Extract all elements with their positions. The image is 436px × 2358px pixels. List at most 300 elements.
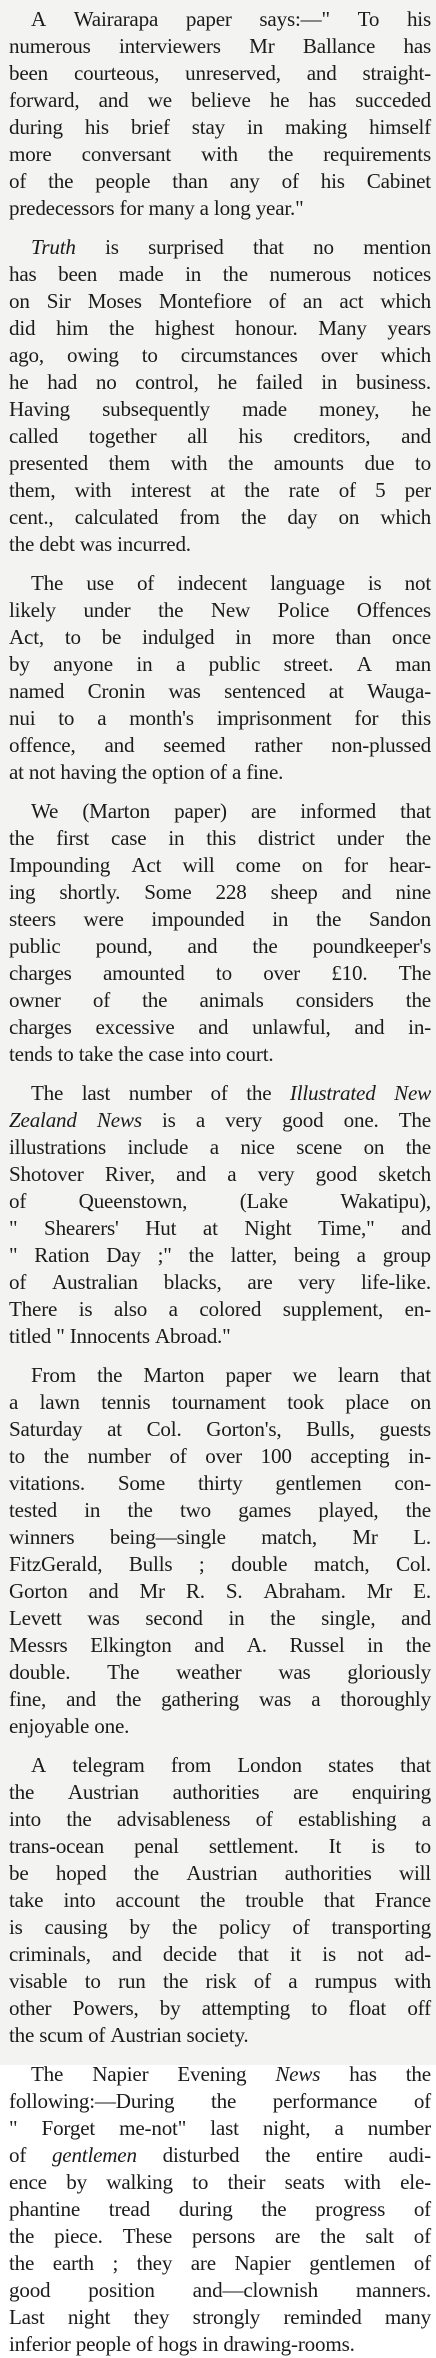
word: nui: [9, 706, 36, 730]
word: ing: [9, 880, 36, 904]
word: gentlemen: [51, 2143, 137, 2167]
word: seemed: [163, 733, 226, 757]
text-line: [9, 1188, 431, 1215]
word: amounts: [273, 451, 344, 475]
word: tournament: [171, 1390, 266, 1414]
word: took: [287, 1390, 324, 1414]
word: strongly: [192, 2305, 261, 2329]
word: of: [253, 1969, 271, 1993]
word: unreserved,: [185, 61, 281, 85]
word: Montefiore: [158, 289, 252, 313]
word: that: [400, 1363, 431, 1387]
word: fine,: [9, 1687, 47, 1711]
text-line: [9, 195, 431, 222]
word: trouble: [245, 1888, 304, 1912]
word: Offences: [356, 598, 431, 622]
word: phantine: [9, 2197, 81, 2221]
word: has: [9, 262, 37, 286]
word: hear-: [389, 853, 431, 877]
word: ad-: [404, 1942, 431, 1966]
word: the: [9, 2251, 35, 2275]
word: performance: [272, 2089, 378, 2113]
word: together: [88, 424, 157, 448]
word: come: [235, 853, 281, 877]
word: two: [179, 1498, 211, 1522]
word: place: [345, 1390, 389, 1414]
word: at: [202, 1216, 218, 1240]
word: himself: [369, 115, 431, 139]
word: trans-ocean: [9, 1834, 105, 1858]
paragraph: [9, 2061, 431, 2358]
word: on: [338, 505, 360, 529]
word: The: [398, 1108, 431, 1132]
paragraph: [9, 1362, 431, 1740]
text-line: [9, 1752, 431, 1779]
word: rather: [254, 733, 303, 757]
text-line: [9, 1605, 431, 1632]
text-line: [9, 1269, 431, 1296]
word: straight-: [362, 61, 431, 85]
word: a: [227, 1162, 237, 1186]
word: nice: [240, 1135, 275, 1159]
word: audi-: [388, 2143, 431, 2167]
word: and: [198, 1015, 229, 1039]
word: at: [328, 679, 344, 703]
word: Wauga-: [367, 679, 431, 703]
word: Queenstown,: [78, 1189, 188, 1213]
word: than: [172, 169, 208, 193]
word: FitzGerald,: [9, 1552, 103, 1576]
word: of: [9, 1189, 27, 1213]
word: the: [222, 262, 248, 286]
word: and: [194, 1633, 225, 1657]
word: Saturday: [9, 1417, 83, 1441]
word: Time,": [318, 1216, 375, 1240]
text-line: [9, 1578, 431, 1605]
word: the: [121, 760, 152, 784]
word: indecent: [177, 571, 248, 595]
word: of: [268, 289, 286, 313]
word: attempting: [201, 1996, 290, 2020]
word: being—single: [109, 1525, 226, 1549]
word: in-: [408, 1015, 431, 1039]
word: that: [237, 1942, 269, 1966]
text-line: [9, 1806, 431, 1833]
word: the: [315, 907, 342, 931]
word: Gorton's,: [206, 1417, 282, 1441]
word: from: [179, 505, 220, 529]
word: no: [313, 235, 334, 259]
word: Powers,: [72, 1996, 139, 2020]
word: of: [281, 169, 299, 193]
text-line: [9, 1134, 431, 1161]
word: of: [9, 1270, 27, 1294]
word: penal: [134, 1834, 179, 1858]
text-line: [9, 987, 431, 1014]
word: being: [293, 1243, 340, 1267]
word: Mr: [139, 1579, 165, 1603]
text-line: [9, 1080, 431, 1107]
word: at: [107, 1417, 122, 1441]
word: this: [401, 706, 431, 730]
text-line: [9, 477, 431, 504]
word: that: [400, 1753, 431, 1777]
word: for: [119, 196, 149, 220]
word: society.: [186, 2023, 249, 2047]
word: the: [265, 2143, 291, 2167]
word: inferior: [9, 2332, 76, 2356]
word: and: [88, 1579, 119, 1603]
word: number: [128, 1081, 192, 1105]
word: the: [267, 142, 294, 166]
word: the: [133, 1861, 159, 1885]
word: A: [31, 1753, 47, 1777]
word: Moses: [87, 289, 142, 313]
word: day: [287, 505, 318, 529]
word: which: [380, 343, 431, 367]
word: the: [172, 1915, 198, 1939]
word: the: [118, 1042, 149, 1066]
word: Innocents: [69, 1324, 155, 1348]
word: a: [356, 1243, 366, 1267]
word: succeded: [355, 88, 431, 112]
text-line: [9, 1914, 431, 1941]
text-line: [9, 960, 431, 987]
word: News: [275, 2062, 321, 2086]
word: was: [168, 679, 201, 703]
word: was: [79, 532, 118, 556]
word: £10.: [331, 961, 368, 985]
word: Having: [9, 397, 70, 421]
text-line: [9, 852, 431, 879]
word: at: [9, 760, 29, 784]
word: use: [86, 571, 114, 595]
word: and: [306, 61, 337, 85]
word: imprisonment: [216, 706, 332, 730]
word: a: [175, 652, 186, 676]
word: people: [75, 2332, 136, 2356]
word: that: [252, 235, 284, 259]
word: is: [105, 235, 119, 259]
text-line: [9, 2223, 431, 2250]
text-line: [9, 369, 431, 396]
word: years: [387, 316, 431, 340]
text-line: [9, 597, 431, 624]
word: forward,: [9, 88, 80, 112]
text-line: [9, 2196, 431, 2223]
word: To: [357, 7, 380, 31]
word: advisableness: [116, 1807, 231, 1831]
word: having: [60, 760, 122, 784]
word: has: [308, 88, 337, 112]
word: and: [401, 1216, 431, 1240]
word: of: [88, 2023, 111, 2047]
word: his: [406, 7, 431, 31]
word: are: [190, 2251, 216, 2275]
word: to: [58, 706, 75, 730]
word: subsequently: [102, 397, 210, 421]
word: year.": [255, 196, 304, 220]
word: latter,: [230, 1243, 278, 1267]
word: Act: [131, 853, 162, 877]
word: in: [367, 1633, 384, 1657]
word: London: [237, 1753, 302, 1777]
text-line: [9, 60, 431, 87]
word: last: [81, 1081, 111, 1105]
word: to: [64, 625, 81, 649]
word: on: [9, 289, 30, 313]
word: The: [31, 1081, 64, 1105]
word: in: [246, 115, 263, 139]
word: (Marton: [82, 799, 151, 823]
word: match,: [313, 1552, 370, 1576]
text-line: [9, 1713, 431, 1740]
word: A: [31, 7, 47, 31]
word: winners: [9, 1525, 75, 1549]
word: conversant: [81, 142, 172, 166]
word: and: [111, 1942, 142, 1966]
word: A: [356, 652, 372, 676]
word: them,: [9, 478, 56, 502]
word: accepting: [310, 1444, 390, 1468]
word: lawn: [39, 1390, 80, 1414]
word: Wairarapa: [73, 7, 159, 31]
word: to: [414, 1834, 431, 1858]
word: ;: [112, 2251, 119, 2275]
text-line: [9, 906, 431, 933]
word: R.: [185, 1579, 205, 1603]
word: man: [395, 652, 431, 676]
word: the: [9, 2224, 35, 2248]
text-line: [9, 1443, 431, 1470]
word: non-plussed: [331, 733, 431, 757]
word: is: [9, 1915, 23, 1939]
word: named: [9, 679, 65, 703]
word: states: [328, 1753, 374, 1777]
text-line: [9, 798, 431, 825]
word: match,: [261, 1525, 317, 1549]
word: Evening: [177, 2062, 247, 2086]
word: the: [127, 1498, 153, 1522]
word: circumstances: [180, 343, 298, 367]
word: ": [9, 1243, 18, 1267]
word: very: [298, 1270, 336, 1294]
word: shortly.: [59, 880, 121, 904]
word: titled: [9, 1324, 57, 1348]
word: the: [405, 1135, 431, 1159]
word: salt: [365, 2224, 394, 2248]
word: Sandon: [368, 907, 431, 931]
word: and: [104, 733, 135, 757]
word: night: [67, 2305, 111, 2329]
word: interest: [130, 478, 192, 502]
word: and—clownish: [192, 2278, 318, 2302]
paragraph: [9, 1080, 431, 1350]
text-line: [9, 2277, 431, 2304]
word: Levett: [9, 1606, 62, 1630]
word: they: [133, 2305, 170, 2329]
word: policy: [219, 1915, 271, 1939]
word: the: [48, 169, 74, 193]
word: and: [176, 1162, 207, 1186]
paragraph: [9, 798, 431, 1068]
word: The: [107, 1660, 140, 1684]
word: Mr: [366, 1579, 393, 1603]
word: per: [404, 478, 431, 502]
word: float: [348, 1996, 387, 2020]
word: Col.: [146, 1417, 182, 1441]
word: did: [9, 316, 36, 340]
word: a: [9, 1390, 19, 1414]
text-line: [9, 1041, 431, 1068]
word: presented: [9, 451, 89, 475]
word: also: [113, 1297, 148, 1321]
word: unlawful,: [252, 1015, 331, 1039]
word: Gorton: [9, 1579, 68, 1603]
text-line: [9, 2061, 431, 2088]
word: me-not": [119, 2116, 187, 2140]
word: this: [206, 826, 236, 850]
word: These: [122, 2224, 173, 2248]
word: piece.: [54, 2224, 103, 2248]
text-line: [9, 396, 431, 423]
word: first: [56, 826, 90, 850]
word: during: [9, 115, 63, 139]
word: public: [9, 934, 61, 958]
word: drawing-rooms.: [223, 2332, 355, 2356]
word: paper: [185, 7, 232, 31]
word: steers: [9, 907, 56, 931]
word: rumpus: [314, 1969, 377, 1993]
word: failed: [255, 370, 303, 394]
word: We: [31, 799, 59, 823]
word: a: [288, 1969, 298, 1993]
word: says:—": [259, 7, 330, 31]
word: animals: [199, 988, 264, 1012]
word: played,: [318, 1498, 379, 1522]
word: language: [270, 571, 345, 595]
word: was: [278, 1660, 311, 1684]
word: tested: [9, 1498, 58, 1522]
word: into: [188, 1042, 227, 1066]
word: charges: [9, 961, 72, 985]
word: Truth: [31, 235, 76, 259]
word: Cronin: [87, 679, 146, 703]
text-line: [9, 825, 431, 852]
text-line: [9, 288, 431, 315]
word: to: [414, 451, 431, 475]
word: the: [405, 1498, 431, 1522]
word: fine.: [246, 760, 284, 784]
word: the: [142, 988, 168, 1012]
word: the: [158, 598, 184, 622]
word: at: [210, 478, 226, 502]
word: a: [311, 1687, 321, 1711]
paragraph: [9, 1752, 431, 2049]
word: Shotover: [9, 1162, 84, 1186]
word: his: [84, 115, 109, 139]
word: surprised: [148, 235, 224, 259]
word: the: [9, 532, 40, 556]
word: life-like.: [360, 1270, 431, 1294]
text-line: [9, 1887, 431, 1914]
word: the: [115, 1687, 142, 1711]
word: ele-: [400, 2170, 431, 2194]
word: their: [227, 2170, 266, 2194]
word: of: [136, 571, 155, 595]
word: with: [74, 478, 112, 502]
word: of: [9, 2143, 27, 2167]
word: 5: [375, 478, 386, 502]
word: in: [136, 652, 153, 676]
word: guests: [379, 1417, 431, 1441]
word: number: [367, 2116, 431, 2140]
text-line: [9, 2331, 431, 2358]
word: owner: [9, 988, 61, 1012]
text-line: [9, 261, 431, 288]
word: in: [272, 907, 289, 931]
word: indulged: [142, 625, 215, 649]
text-line: [9, 1323, 431, 1350]
word: were: [83, 907, 124, 931]
word: in: [84, 1498, 101, 1522]
word: Ration: [34, 1243, 90, 1267]
word: for: [343, 853, 368, 877]
word: of: [135, 2332, 159, 2356]
word: over: [263, 961, 300, 985]
word: has: [349, 2062, 377, 2086]
word: very: [257, 1162, 295, 1186]
word: gloriously: [347, 1660, 431, 1684]
text-line: [9, 651, 431, 678]
word: the: [405, 1633, 431, 1657]
word: off: [407, 1996, 431, 2020]
word: disturbed: [162, 2143, 240, 2167]
text-line: [9, 624, 431, 651]
word: S.: [225, 1579, 243, 1603]
word: be: [101, 625, 122, 649]
word: (Lake: [239, 1189, 288, 1213]
word: during: [178, 2197, 233, 2221]
text-line: [9, 504, 431, 531]
word: street.: [283, 652, 334, 676]
word: second: [145, 1606, 203, 1630]
text-line: [9, 2115, 431, 2142]
word: Austrian: [110, 2023, 187, 2047]
text-line: [9, 315, 431, 342]
word: them: [108, 451, 151, 475]
word: The: [398, 961, 431, 985]
word: of: [413, 2224, 431, 2248]
word: on: [363, 1135, 385, 1159]
word: a: [334, 2116, 344, 2140]
word: his: [320, 169, 345, 193]
text-line: [9, 2022, 431, 2049]
word: on: [410, 1390, 431, 1414]
word: debt: [39, 532, 80, 556]
text-line: [9, 1659, 431, 1686]
word: considers: [295, 988, 374, 1012]
word: charges: [9, 1015, 72, 1039]
word: sentenced: [224, 679, 306, 703]
word: people: [95, 169, 151, 193]
word: progress: [315, 2197, 386, 2221]
text-line: [9, 1779, 431, 1806]
word: telegram: [72, 1753, 145, 1777]
word: not: [404, 571, 431, 595]
word: Police: [277, 598, 330, 622]
word: Napier: [234, 2251, 291, 2275]
